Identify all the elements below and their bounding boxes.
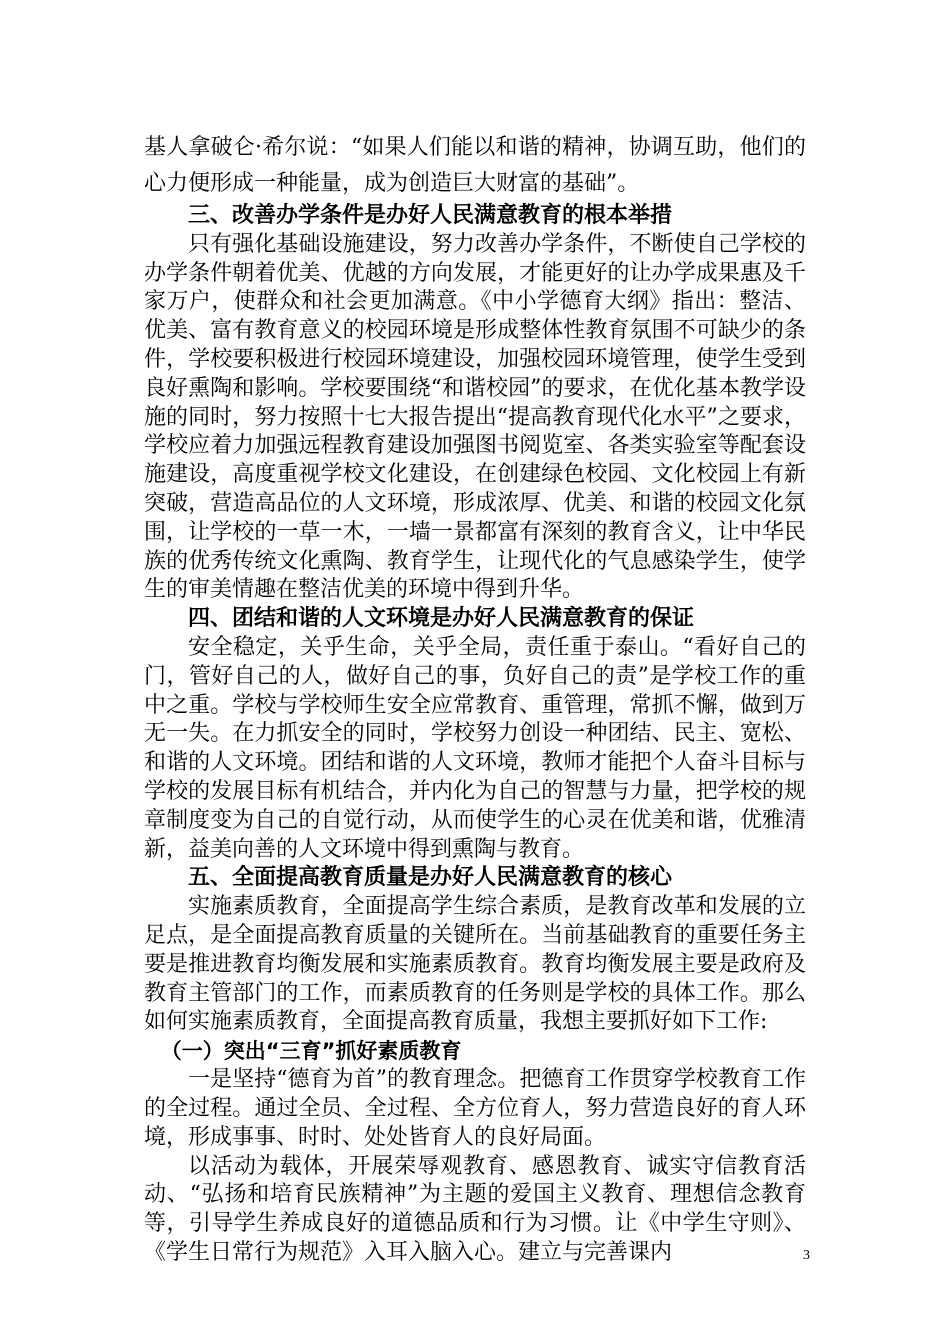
opening-paragraph: 基人拿破仑·希尔说：“如果人们能以和谐的精神，协调互助，他们的心力便形成一种能量，成为创造巨大财富的基础”。 xyxy=(144,135,806,196)
section-5-paragraph: 实施素质教育，全面提高学生综合素质，是教育改革和发展的立足点，是全面提高教育质量的关键所在。当前基础教育的重要任务主要是推进教育均衡发展和实施素质教育。教育均衡发展主要是政府及教育主管部门的工作，而素质教育的任务则是学校的具体工作。那么如何实施素质教育，全面提高教育质量，我想主要抓好如下工作: xyxy=(144,894,806,1035)
section-3-heading: 三、改善办学条件是办好人民满意教育的根本举措 xyxy=(188,203,673,228)
section-4-paragraph: 安全稳定，关乎生命，关乎全局，责任重于泰山。“看好自己的门，管好自己的人，做好自己的事，负好自己的责”是学校工作的重中之重。学校与学校师生安全应常教育、重管理，常抓不懈，做到万无一失。在力抓安全的同时，学校努力创设一种团结、民主、宽松、和谐的人文环境。团结和谐的人文环境，教师才能把个人奋斗目标与学校的发展目标有机结合，并内化为自己的智慧与力量，把学校的规章制度变为自己的自觉行动，从而使学生的心灵在优美和谐，优雅清新，益美向善的人文环境中得到熏陶与教育。 xyxy=(144,634,806,862)
document-page xyxy=(144,130,806,1268)
section-5-heading: 五、全面提高教育质量是办好人民满意教育的核心 xyxy=(188,865,673,891)
subsection-1-paragraph-1: 一是坚持“德育为首”的教育理念。把德育工作贯穿学校教育工作的全过程。通过全员、全过程、全方位育人，努力营造良好的育人环境，形成事事、时时、处处皆育人的良好局面。 xyxy=(144,1067,806,1150)
page-number: 3 xyxy=(803,1248,810,1263)
subsection-1-paragraph-2: 以活动为载体，开展荣辱观教育、感恩教育、诚实守信教育活动、“弘扬和培育民族精神”为主题的爱国主义教育、理想信念教育等，引导学生养成良好的道德品质和行为习惯。让《中学生守则》、《学生日常行为规范》入耳入脑入心。建立与完善课内 xyxy=(144,1153,806,1265)
subsection-1-heading: （一）突出“三育”抓好素质教育 xyxy=(160,1039,462,1064)
section-4-heading: 四、团结和谐的人文环境是办好人民满意教育的保证 xyxy=(188,606,695,632)
section-3-paragraph: 只有强化基础设施建设，努力改善办学条件，不断使自己学校的办学条件朝着优美、优越的方向发展，才能更好的让办学成果惠及千家万户，使群众和社会更加满意。《中小学德育大纲》指出：整洁、优美、富有教育意义的校园环境是形成整体性教育氛围不可缺少的条件，学校要积极进行校园环境建设，加强校园环境管理，使学生受到良好熏陶和影响。学校要围绕“和谐校园”的要求，在优化基本教学设施的同时，努力按照十七大报告提出“提高教育现代化水平”之要求，学校应着力加强远程教育建设加强图书阅览室、各类实验室等配套设施建设，高度重视学校文化建设，在创建绿色校园、文化校园上有新突破，营造高品位的人文环境，形成浓厚、优美、和谐的校园文化氛围，让学校的一草一木，一墙一景都富有深刻的教育含义，让中华民族的优秀传统文化熏陶、教育学生，让现代化的气息感染学生，使学生的审美情趣在整洁优美的环境中得到升华。 xyxy=(144,231,806,603)
